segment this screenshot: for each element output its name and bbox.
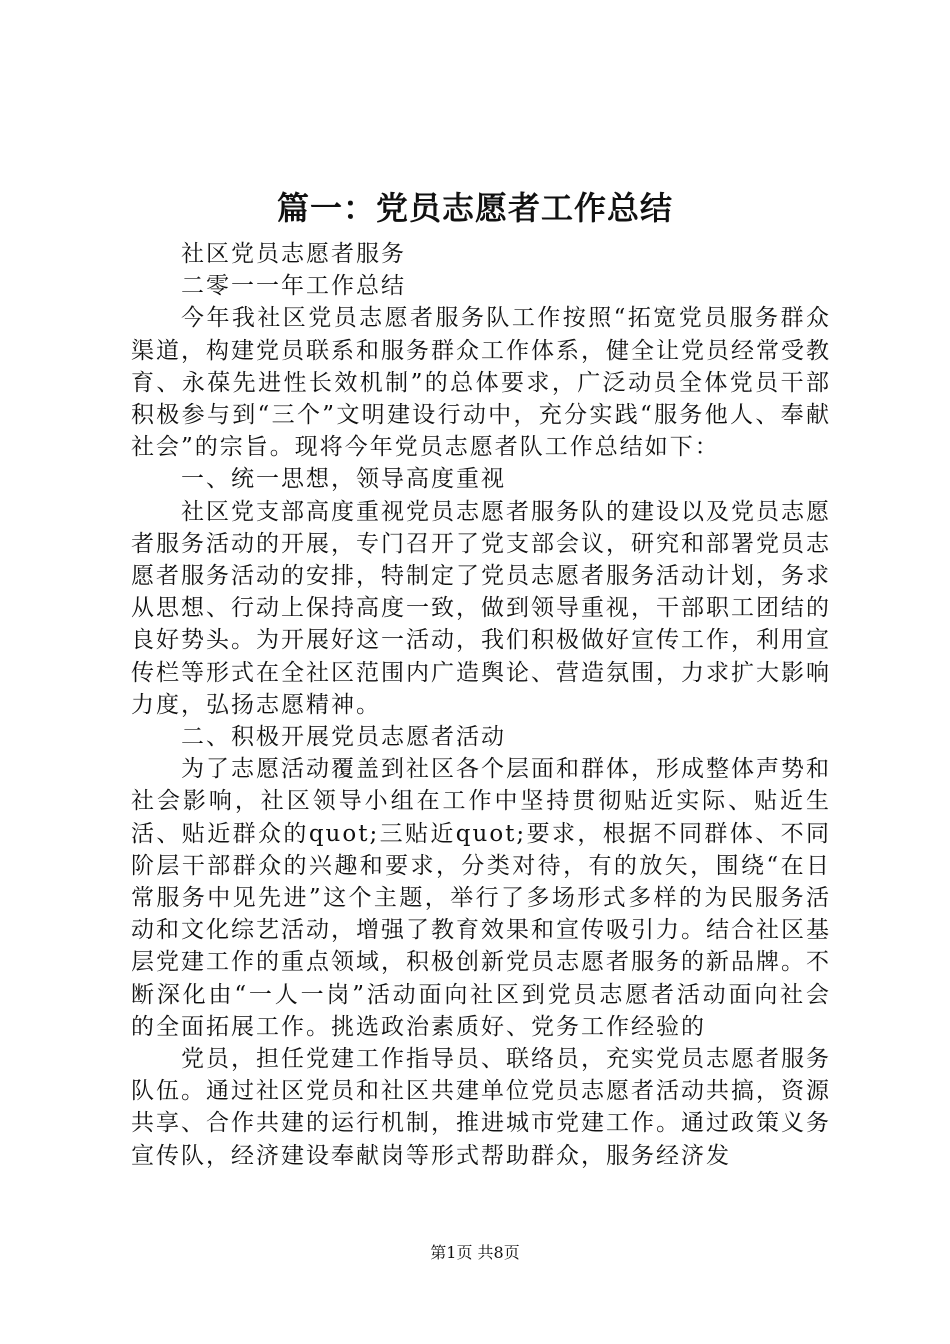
section-heading-1: 一、统一思想，领导高度重视 <box>181 466 506 493</box>
document-title: 篇一：党员志愿者工作总结 <box>276 189 673 227</box>
paragraph-heading-2: 二零一一年工作总结 <box>181 273 406 300</box>
paragraph-heading-1: 社区党员志愿者服务 <box>181 241 406 267</box>
document-body <box>131 238 831 1172</box>
section-heading-2: 二、积极开展党员志愿者活动 <box>181 724 506 751</box>
page-number: 第1页 共8页 <box>430 1243 520 1262</box>
paragraph-section-1: 社区党支部高度重视党员志愿者服务队的建设以及党员志愿者服务活动的开展，专门召开了党支部会议，研究和部署党员志愿者服务活动的安排，特制定了党员志愿者服务活动计划，务求从思想、行动上保持高度一致，做到领导重视，干部职工团结的良好势头。为开展好这一活动，我们积极做好宣传工作，利用宣传栏等形式在全社区范围内广造舆论、营造氛围，力求扩大影响力度，弘扬志愿精神。 <box>131 498 831 718</box>
paragraph-intro: 今年我社区党员志愿者服务队工作按照“拓宽党员服务群众渠道，构建党员联系和服务群众工作体系，健全让党员经常受教育、永葆先进性长效机制”的总体要求，广泛动员全体党员干部积极参与到“三个”文明建设行动中，充分实践“服务他人、奉献社会”的宗旨。现将今年党员志愿者队工作总结如下： <box>131 305 831 461</box>
paragraph-section-2: 为了志愿活动覆盖到社区各个层面和群体，形成整体声势和社会影响，社区领导小组在工作中坚持贯彻贴近实际、贴近生活、贴近群众的quot;三贴近quot;要求，根据不同群体、不同阶层干部群众的兴趣和要求，分类对待，有的放矢，围绕“在日常服务中见先进”这个主题，举行了多场形式多样的为民服务活动和文化综艺活动，增强了教育效果和宣传吸引力。结合社区基层党建工作的重点领域，积极创新党员志愿者服务的新品牌。不断深化由“一人一岗”活动面向社区到党员志愿者活动面向社会的全面拓展工作。挑选政治素质好、党务工作经验的 <box>131 756 831 1040</box>
paragraph-section-2-cont: 党员，担任党建工作指导员、联络员，充实党员志愿者服务队伍。通过社区党员和社区共建单位党员志愿者活动共搞，资源共享、合作共建的运行机制，推进城市党建工作。通过政策义务宣传队，经济建设奉献岗等形式帮助群众，服务经济发 <box>131 1046 831 1169</box>
